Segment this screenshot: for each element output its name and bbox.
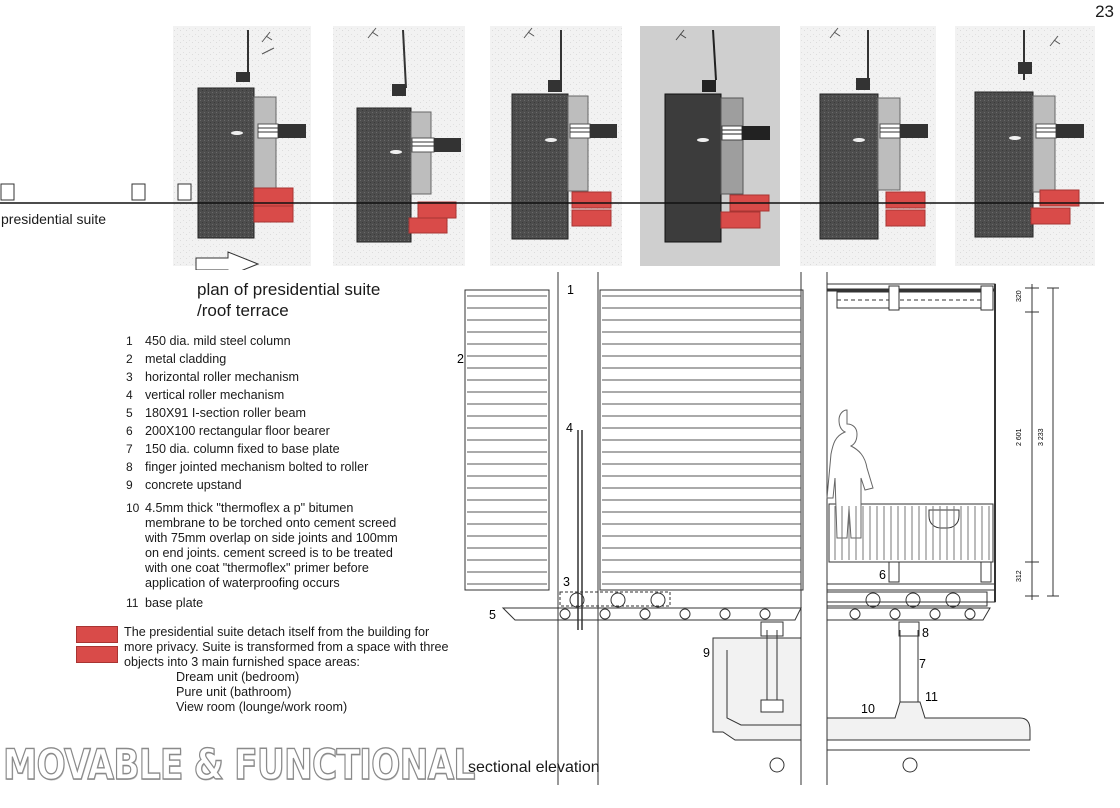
callout-1: 1 bbox=[567, 283, 574, 297]
legend-number: 9 bbox=[126, 478, 133, 492]
red-swatch bbox=[76, 646, 118, 663]
legend-text: vertical roller mechanism bbox=[145, 388, 285, 402]
plan-title bbox=[197, 279, 437, 321]
legend-text: 200X100 rectangular floor bearer bbox=[145, 424, 330, 438]
sectional-elevation-drawing bbox=[455, 270, 1120, 790]
callout-7: 7 bbox=[919, 657, 926, 671]
legend-text: metal cladding bbox=[145, 352, 227, 366]
plan-view-4 bbox=[640, 26, 780, 266]
plan-view-2 bbox=[333, 26, 465, 266]
callout-5: 5 bbox=[489, 608, 496, 622]
legend bbox=[126, 334, 456, 614]
legend-number: 3 bbox=[126, 370, 133, 384]
plan-title-line2: /roof terrace bbox=[197, 301, 289, 320]
legend-number: 5 bbox=[126, 406, 133, 420]
plan-view-5 bbox=[800, 26, 936, 266]
dimension-text: 3 233 bbox=[1038, 428, 1045, 446]
legend-item bbox=[126, 460, 456, 475]
legend-number: 11 bbox=[126, 596, 139, 610]
legend-item bbox=[126, 478, 456, 493]
callout-3: 3 bbox=[563, 575, 570, 589]
description-note bbox=[124, 625, 454, 715]
big-title: MOVABLE & FUNCTIONAL bbox=[3, 740, 475, 789]
page-number: 23 bbox=[1095, 2, 1114, 21]
note-intro: The presidential suite detach itself from the building for more privacy. Suite is transformed from a space with three objects into 3 main furnished space areas: bbox=[124, 625, 449, 669]
legend-text: finger jointed mechanism bolted to roller bbox=[145, 460, 369, 474]
legend-item bbox=[126, 596, 456, 611]
legend-item bbox=[126, 442, 456, 457]
dimension-text: 312 bbox=[1016, 570, 1023, 582]
plan-view-3 bbox=[490, 26, 622, 266]
callout-4: 4 bbox=[566, 421, 573, 435]
legend-text: 150 dia. column fixed to base plate bbox=[145, 442, 340, 456]
legend-text: concrete upstand bbox=[145, 478, 242, 492]
plan-strip bbox=[0, 0, 1120, 270]
legend-number: 7 bbox=[126, 442, 133, 456]
marker-square bbox=[1, 184, 14, 200]
plan-view-1 bbox=[173, 26, 311, 266]
plan-title-line1: plan of presidential suite bbox=[197, 280, 381, 299]
legend-number: 8 bbox=[126, 460, 133, 474]
legend-number: 6 bbox=[126, 424, 133, 438]
legend-text: 4.5mm thick "thermoflex a p" bitumen membrane to be torched onto cement screed with 75mm overlap on side joints and 100mm on end joints. cement screed is to be treated with one coat "thermoflex" primer before application of waterproofing occurs bbox=[145, 501, 398, 590]
side-label: presidential suite bbox=[1, 211, 107, 227]
legend-item bbox=[126, 501, 456, 591]
legend-number: 4 bbox=[126, 388, 133, 402]
section-label: sectional elevation bbox=[468, 759, 600, 776]
legend-text: 180X91 I-section roller beam bbox=[145, 406, 307, 420]
callout-6: 6 bbox=[879, 568, 886, 582]
callout-2: 2 bbox=[457, 352, 464, 366]
legend-item bbox=[126, 388, 456, 403]
legend-number: 2 bbox=[126, 352, 133, 366]
legend-item bbox=[126, 406, 456, 421]
note-unit: Dream unit (bedroom) bbox=[176, 670, 300, 684]
red-swatch bbox=[76, 626, 118, 643]
legend-number: 10 bbox=[126, 501, 140, 515]
callout-11: 11 bbox=[925, 690, 938, 704]
legend-text: horizontal roller mechanism bbox=[145, 370, 299, 384]
note-unit: View room (lounge/work room) bbox=[176, 700, 348, 714]
marker-square bbox=[132, 184, 145, 200]
dimension-text: 2 601 bbox=[1016, 428, 1023, 446]
legend-item bbox=[126, 424, 456, 439]
marker-square bbox=[178, 184, 191, 200]
legend-item bbox=[126, 370, 456, 385]
callout-8: 8 bbox=[922, 626, 929, 640]
note-unit: Pure unit (bathroom) bbox=[176, 685, 292, 699]
legend-text: base plate bbox=[145, 596, 204, 610]
callout-10: 10 bbox=[861, 702, 875, 716]
legend-item bbox=[126, 352, 456, 367]
callout-9: 9 bbox=[703, 646, 710, 660]
legend-item bbox=[126, 334, 456, 349]
plan-view-6 bbox=[955, 26, 1095, 266]
legend-text: 450 dia. mild steel column bbox=[145, 334, 291, 348]
dimension-text: 320 bbox=[1016, 290, 1023, 302]
legend-number: 1 bbox=[126, 334, 133, 348]
